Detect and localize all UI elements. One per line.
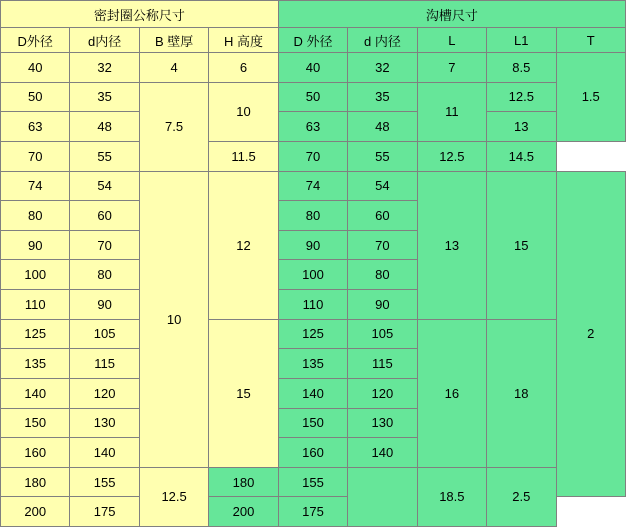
cell-seal-wall-thickness: 4: [139, 53, 208, 83]
cell-groove-outer-diameter: 135: [278, 349, 347, 379]
cell-groove-outer-diameter: 140: [278, 378, 347, 408]
cell-groove-outer-diameter: 125: [278, 319, 347, 349]
cell-seal-outer-diameter: 100: [1, 260, 70, 290]
cell-seal-inner-diameter: 80: [70, 260, 139, 290]
cell-groove-l1: 8.5: [487, 53, 556, 83]
cell-seal-wall-thickness: 7.5: [139, 82, 208, 171]
cell-groove-outer-diameter: 90: [278, 230, 347, 260]
cell-seal-inner-diameter: 155: [70, 467, 139, 497]
cell-groove-l1: 15: [487, 171, 556, 319]
table-row: [1, 53, 626, 83]
table-row: [1, 82, 626, 112]
cell-groove-inner-diameter: 90: [348, 290, 417, 320]
cell-groove-inner-diameter: 54: [348, 171, 417, 201]
cell-groove-outer-diameter: 63: [278, 112, 347, 142]
cell-seal-outer-diameter: 50: [1, 82, 70, 112]
column-header-groove-t: T: [556, 28, 626, 53]
cell-groove-outer-diameter: 70: [278, 141, 347, 171]
column-header-groove-l: L: [417, 28, 486, 53]
cell-groove-outer-diameter: 50: [278, 82, 347, 112]
table-row: [1, 112, 626, 142]
cell-seal-inner-diameter: 120: [70, 378, 139, 408]
group-header-groove: 沟槽尺寸: [278, 1, 625, 28]
cell-groove-outer-diameter: 200: [209, 497, 278, 527]
cell-groove-inner-diameter: 105: [348, 319, 417, 349]
column-header-row: [1, 28, 626, 53]
cell-seal-inner-diameter: 35: [70, 82, 139, 112]
column-header-groove-outer-diameter: D 外径: [278, 28, 347, 53]
cell-seal-height: 11.5: [209, 141, 278, 171]
column-header-groove-l1: L1: [487, 28, 556, 53]
cell-seal-inner-diameter: 115: [70, 349, 139, 379]
cell-seal-inner-diameter: 55: [70, 141, 139, 171]
cell-seal-outer-diameter: 110: [1, 290, 70, 320]
cell-seal-height: 10: [209, 82, 278, 141]
cell-groove-t: 1.5: [556, 53, 626, 142]
cell-groove-inner-diameter: 32: [348, 53, 417, 83]
cell-seal-inner-diameter: 140: [70, 438, 139, 468]
cell-groove-inner-diameter: 48: [348, 112, 417, 142]
cell-seal-outer-diameter: 74: [1, 171, 70, 201]
cell-groove-inner-diameter: 80: [348, 260, 417, 290]
group-header-row: [1, 1, 626, 28]
column-header-seal-height: H 高度: [209, 28, 278, 53]
cell-seal-outer-diameter: 200: [1, 497, 70, 527]
cell-groove-inner-diameter: 70: [348, 230, 417, 260]
cell-groove-inner-diameter: 35: [348, 82, 417, 112]
column-header-groove-inner-diameter: d 内径: [348, 28, 417, 53]
cell-seal-inner-diameter: 32: [70, 53, 139, 83]
cell-groove-inner-diameter: 60: [348, 201, 417, 231]
cell-seal-inner-diameter: 48: [70, 112, 139, 142]
cell-groove-inner-diameter: 130: [348, 408, 417, 438]
cell-seal-outer-diameter: 70: [1, 141, 70, 171]
cell-groove-inner-diameter: 55: [348, 141, 417, 171]
cell-seal-outer-diameter: 63: [1, 112, 70, 142]
cell-groove-inner-diameter: 155: [278, 467, 347, 497]
cell-seal-outer-diameter: 180: [1, 467, 70, 497]
cell-groove-outer-diameter: 100: [278, 260, 347, 290]
cell-seal-wall-thickness: 12.5: [139, 467, 208, 526]
cell-groove-l1: 18.5: [417, 467, 486, 526]
cell-groove-t: 2: [556, 171, 626, 497]
cell-seal-inner-diameter: 130: [70, 408, 139, 438]
cell-seal-outer-diameter: 40: [1, 53, 70, 83]
cell-groove-outer-diameter: 160: [278, 438, 347, 468]
cell-groove-inner-diameter: 175: [278, 497, 347, 527]
cell-groove-outer-diameter: 74: [278, 171, 347, 201]
cell-groove-l1: 18: [487, 319, 556, 467]
cell-seal-height: 6: [209, 53, 278, 83]
table-row: [1, 319, 626, 349]
cell-groove-inner-diameter: 140: [348, 438, 417, 468]
cell-groove-t: 2.5: [487, 467, 556, 526]
cell-groove-l: 16: [417, 319, 486, 467]
cell-groove-l: 7: [417, 53, 486, 83]
table-row: [1, 171, 626, 201]
cell-seal-inner-diameter: 90: [70, 290, 139, 320]
cell-seal-inner-diameter: 70: [70, 230, 139, 260]
cell-seal-inner-diameter: 54: [70, 171, 139, 201]
table-row: [1, 467, 626, 497]
cell-groove-l: 13: [417, 171, 486, 319]
cell-groove-l1: 12.5: [487, 82, 556, 112]
cell-seal-outer-diameter: 140: [1, 378, 70, 408]
cell-groove-outer-diameter: 110: [278, 290, 347, 320]
table-row: [1, 141, 626, 171]
cell-seal-wall-thickness: 10: [139, 171, 208, 467]
cell-seal-outer-diameter: 80: [1, 201, 70, 231]
cell-groove-outer-diameter: 150: [278, 408, 347, 438]
cell-seal-outer-diameter: 150: [1, 408, 70, 438]
cell-groove-l1: 14.5: [487, 141, 556, 171]
cell-seal-height: 15: [209, 319, 278, 467]
cell-groove-inner-diameter: 115: [348, 349, 417, 379]
column-header-seal-wall-thickness: B 壁厚: [139, 28, 208, 53]
cell-seal-inner-diameter: 60: [70, 201, 139, 231]
cell-seal-outer-diameter: 90: [1, 230, 70, 260]
cell-groove-l: 12.5: [417, 141, 486, 171]
cell-seal-outer-diameter: 125: [1, 319, 70, 349]
column-header-seal-outer-diameter: D外径: [1, 28, 70, 53]
cell-groove-l: [348, 467, 417, 526]
cell-groove-outer-diameter: 80: [278, 201, 347, 231]
cell-seal-outer-diameter: 160: [1, 438, 70, 468]
cell-groove-l1: 13: [487, 112, 556, 142]
cell-seal-inner-diameter: 105: [70, 319, 139, 349]
cell-seal-inner-diameter: 175: [70, 497, 139, 527]
group-header-seal: 密封圈公称尺寸: [1, 1, 279, 28]
cell-groove-outer-diameter: 180: [209, 467, 278, 497]
cell-groove-l: 11: [417, 82, 486, 141]
cell-seal-height: 12: [209, 171, 278, 319]
cell-groove-inner-diameter: 120: [348, 378, 417, 408]
column-header-seal-inner-diameter: d内径: [70, 28, 139, 53]
cell-seal-outer-diameter: 135: [1, 349, 70, 379]
cell-groove-outer-diameter: 40: [278, 53, 347, 83]
